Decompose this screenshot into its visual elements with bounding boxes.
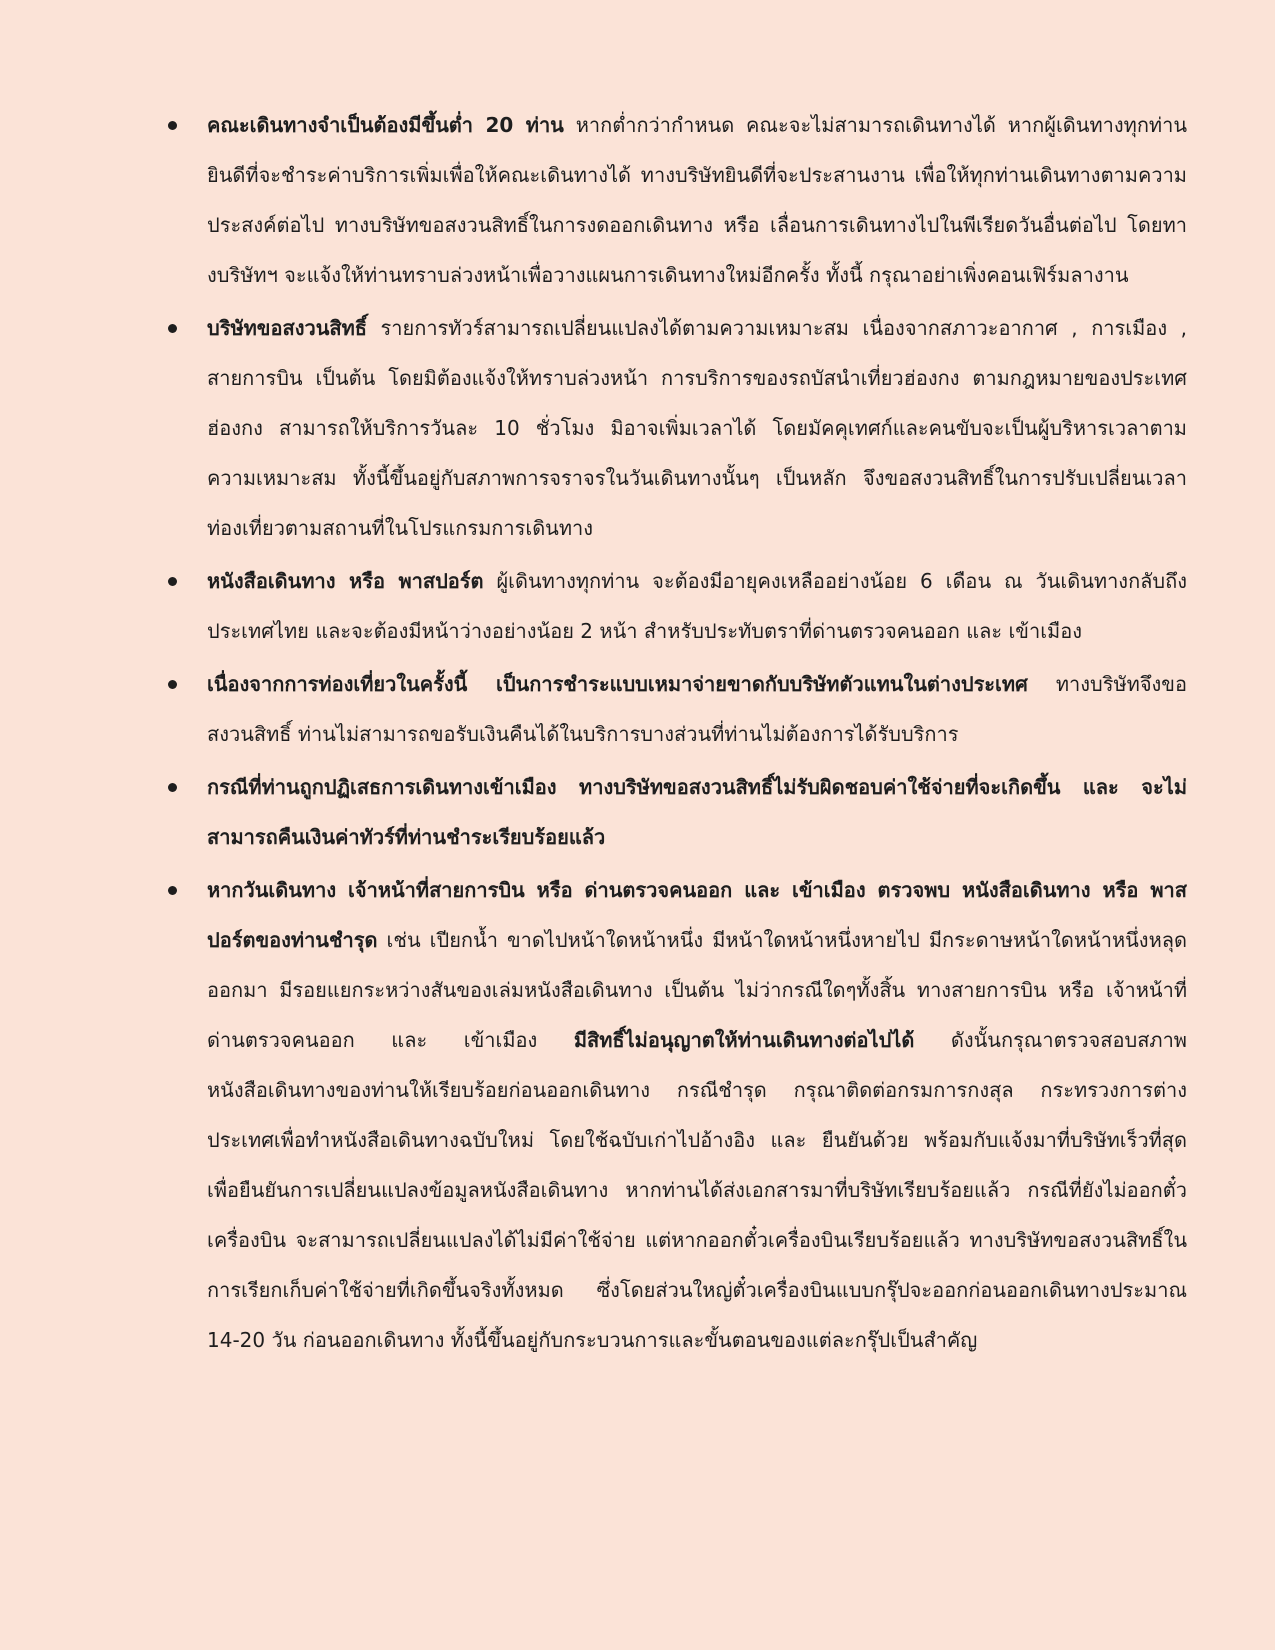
term-entry-denied bbox=[162, 762, 1187, 862]
term-body: หากต่ำกว่ากำหนด คณะจะไม่สามารถเดินทางได้ หากผู้เดินทางทุกท่านยินดีที่จะชำระค่าบริการเพิ่มเพื่อให้คณะเดินทางได้ ทางบริษัทยินดีที่จะประสานงาน เพื่อให้ทุกท่านเดินทางตามความประสงค์ต่อไป ทางบริษัทขอสงวนสิทธิ์ในการงดออกเดินทาง หรือ เลื่อนการเดินทางไปในพีเรียดวันอื่นต่อไป โดยทางบริษัทฯ จะแจ้งให้ท่านทราบล่วงหน้าเพื่อวางแผนการเดินทางใหม่อีกครั้ง ทั้งนี้ กรุณาอย่าเพิ่งคอนเฟิร์มลางาน bbox=[207, 113, 1188, 287]
term-lead: หนังสือเดินทาง หรือ พาสปอร์ต bbox=[207, 569, 484, 593]
term-lead: หากวันเดินทาง เจ้าหน้าที่สายการบิน หรือ ด่านตรวจคนออก และ เข้าเมือง ตรวจพบ หนังสือเดินทาง หรือ พาสปอร์ตของท่านชำรุด bbox=[207, 878, 1187, 952]
bullet-icon bbox=[168, 577, 177, 586]
term-reserve-rights bbox=[162, 303, 1187, 553]
term-lead: คณะเดินทางจำเป็นต้องมีขึ้นต่ำ 20 ท่าน bbox=[207, 113, 564, 137]
terms-section bbox=[162, 100, 1187, 1368]
bullet-icon bbox=[168, 121, 177, 130]
term-lead: บริษัทขอสงวนสิทธิ์ bbox=[207, 316, 367, 340]
term-body: ผู้เดินทางทุกท่าน จะต้องมีอายุคงเหลืออย่างน้อย 6 เดือน ณ วันเดินทางกลับถึงประเทศไทย และจะต้องมีหน้าว่างอย่างน้อย 2 หน้า สำหรับประทับตราที่ด่านตรวจคนออก และ เข้าเมือง bbox=[207, 569, 1188, 643]
bullet-icon bbox=[168, 324, 177, 333]
term-body: เช่น เปียกน้ำ ขาดไปหน้าใดหน้าหนึ่ง มีหน้าใดหน้าหนึ่งหายไป มีกระดาษหน้าใดหน้าหนึ่งหลุดออกมา มีรอยแยกระหว่างสันของเล่มหนังสือเดินทาง เป็นต้น ไม่ว่ากรณีใดๆทั้งสิ้น ทางสายการบิน หรือ เจ้าหน้าที่ด่านตรวจคนออก และ เข้าเมือง bbox=[207, 928, 1187, 1052]
term-damaged-passport bbox=[162, 865, 1187, 1365]
term-body: ทางบริษัทจึงขอสงวนสิทธิ์ ท่านไม่สามารถขอรับเงินคืนได้ในบริการบางส่วนที่ท่านไม่ต้องการได้รับบริการ bbox=[207, 672, 1187, 746]
term-emphasis: มีสิทธิ์ไม่อนุญาตให้ท่านเดินทางต่อไปได้ bbox=[573, 1028, 915, 1052]
term-package-payment bbox=[162, 659, 1187, 759]
bullet-icon bbox=[168, 680, 177, 689]
term-tail: ดังนั้นกรุณาตรวจสอบสภาพหนังสือเดินทางของท่านให้เรียบร้อยก่อนออกเดินทาง กรณีชำรุด กรุณาติดต่อกรมการกงสุล กระทรวงการต่างประเทศเพื่อทำหนังสือเดินทางฉบับใหม่ โดยใช้ฉบับเก่าไปอ้างอิง และ ยืนยันด้วย พร้อมกับแจ้งมาที่บริษัทเร็วที่สุด เพื่อยืนยันการเปลี่ยนแปลงข้อมูลหนังสือเดินทาง หากท่านได้ส่งเอกสารมาที่บริษัทเรียบร้อยแล้ว กรณีที่ยังไม่ออกตั๋วเครื่องบิน จะสามารถเปลี่ยนแปลงได้ไม่มีค่าใช้จ่าย แต่หากออกตั๋วเครื่องบินเรียบร้อยแล้ว ทางบริษัทขอสงวนสิทธิ์ในการเรียกเก็บค่าใช้จ่ายที่เกิดขึ้นจริงทั้งหมด ซึ่งโดยส่วนใหญ่ตั๋วเครื่องบินแบบกรุ๊ปจะออกก่อนออกเดินทางประมาณ 14-20 วัน ก่อนออกเดินทาง ทั้งนี้ขึ้นอยู่กับกระบวนการและขั้นตอนของแต่ละกรุ๊ปเป็นสำคัญ bbox=[207, 1028, 1187, 1352]
term-min-group-size bbox=[162, 100, 1187, 300]
bullet-icon bbox=[168, 886, 177, 895]
term-body: รายการทัวร์สามารถเปลี่ยนแปลงได้ตามความเหมาะสม เนื่องจากสภาวะอากาศ , การเมือง , สายการบิน เป็นต้น โดยมิต้องแจ้งให้ทราบล่วงหน้า การบริการของรถบัสนำเที่ยวฮ่องกง ตามกฎหมายของประเทศฮ่องกง สามารถให้บริการวันละ 10 ชั่วโมง มิอาจเพิ่มเวลาได้ โดยมัคคุเทศก์และคนขับจะเป็นผู้บริหารเวลาตามความเหมาะสม ทั้งนี้ขึ้นอยู่กับสภาพการจราจรในวันเดินทางนั้นๆ เป็นหลัก จึงขอสงวนสิทธิ์ในการปรับเปลี่ยนเวลาท่องเที่ยวตามสถานที่ในโปรแกรมการเดินทาง bbox=[207, 316, 1187, 540]
term-lead: กรณีที่ท่านถูกปฏิเสธการเดินทางเข้าเมือง ทางบริษัทขอสงวนสิทธิ์ไม่รับผิดชอบค่าใช้จ่ายที่จะเกิดขึ้น และ จะไม่สามารถคืนเงินค่าทัวร์ที่ท่านชำระเรียบร้อยแล้ว bbox=[207, 775, 1187, 849]
term-passport-validity bbox=[162, 556, 1187, 656]
bullet-icon bbox=[168, 783, 177, 792]
term-lead: เนื่องจากการท่องเที่ยวในครั้งนี้ เป็นการชำระแบบเหมาจ่ายขาดกับบริษัทตัวแทนในต่างประเทศ bbox=[207, 672, 1028, 696]
terms-list bbox=[162, 100, 1187, 1365]
